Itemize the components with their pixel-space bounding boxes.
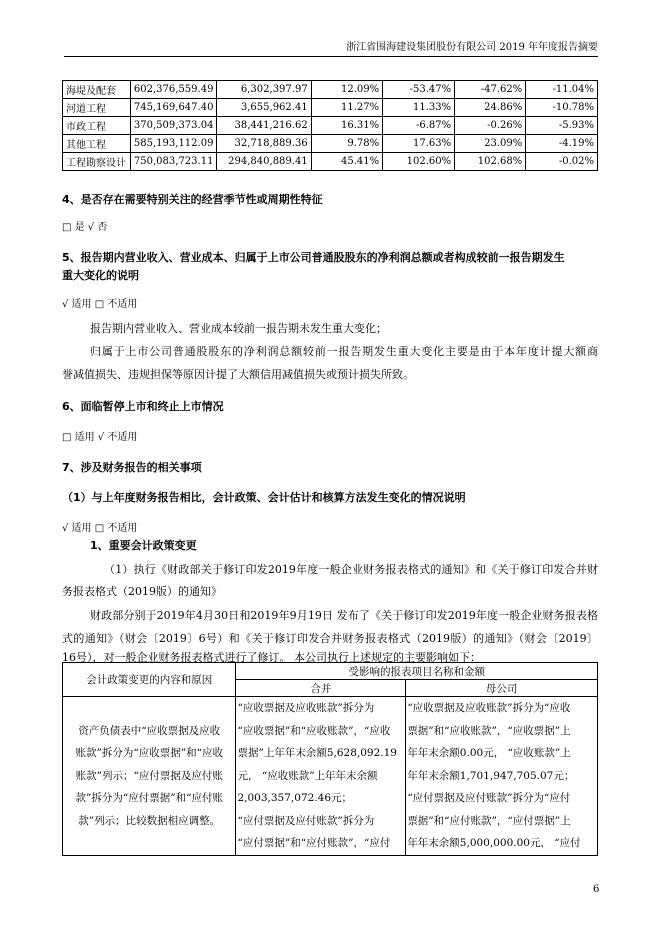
table-cell: 745,169,647.40	[130, 99, 217, 117]
cell-text-line: 账款”列示；“应付票据及应付账	[75, 769, 223, 782]
section-5-para1: 报告期内营业收入、营业成本较前一报告期未发生重大变化；	[90, 322, 387, 335]
page-number: 6	[593, 884, 600, 895]
policy-left-cell	[63, 697, 236, 856]
section-7-title: 7、涉及财务报告的相关事项	[62, 461, 202, 474]
cell-text-line: 款”拆分为“应付票据”和“应付账	[75, 792, 223, 804]
cell-text-line: 年年末余额1,701,947,705.07元；	[407, 769, 575, 782]
policy-header-right: 受影响的报表项目名称和金额	[236, 663, 598, 680]
section-7-option: √ 适用 □ 不适用	[62, 523, 138, 534]
table-row	[63, 99, 598, 117]
section-4-title: 4、是否存在需要特别关注的经营季节性或周期性特征	[62, 193, 323, 206]
table-cell: 38,441,216.62	[217, 117, 311, 135]
table-cell: 23.09%	[455, 135, 526, 153]
section-7-para2-line1: 财政部分别于2019年4月30日和2019年9月19日 发布了《关于修订印发2019年度一般企业财务报表格	[90, 609, 598, 622]
table-cell: 3,655,962.41	[217, 99, 311, 117]
table-cell: 102.68%	[455, 153, 526, 171]
table-cell: -47.62%	[455, 81, 526, 99]
table-cell: -11.04%	[526, 81, 598, 99]
table-cell: 102.60%	[383, 153, 455, 171]
section-7-item1-title: 1、重要会计政策变更	[90, 539, 197, 552]
table-cell: 6,302,397.97	[217, 81, 311, 99]
cell-text-line: “应收票据”和“应收账款”，“应收	[237, 724, 391, 737]
cell-text-line: 元， “应收账款”上年年末余额	[237, 769, 378, 782]
table-cell: 370,509,373.04	[130, 117, 217, 135]
policy-col-parent: 母公司	[406, 680, 598, 697]
table-cell: -5.93%	[526, 117, 598, 135]
cell-text-line: “应付票据及应付账款”拆分为“应付	[407, 792, 571, 804]
table-cell: 12.09%	[311, 81, 382, 99]
table-cell: 602,376,559.49	[130, 81, 217, 99]
page-header: 浙江省围海建设集团股份有限公司 2019 年年度报告摘要	[64, 38, 598, 57]
policy-right-cell	[406, 697, 598, 856]
section-7-para2-line3: 16号），对一般企业财务报表格式进行了修订。 本公司执行上述规定的主要影响如下：	[62, 651, 481, 664]
section-7-para1-line2: 务报表格式（2019版）的通知》	[62, 585, 222, 598]
cell-text-line: “应收票据及应收账款”拆分为“应收	[407, 702, 571, 714]
section-5-para2-line1: 归属于上市公司普通股股东的净利润总额较前一报告期发生重大变化主要是由于本年度计提大额商	[90, 345, 598, 358]
cell-text-line: 票据”和“应付账款”，“应付票据”上	[407, 814, 571, 827]
policy-header-left: 会计政策变更的内容和原因	[63, 663, 236, 697]
table-cell: -4.19%	[526, 135, 598, 153]
table-cell: -53.47%	[383, 81, 455, 99]
table-cell: 750,083,723.11	[130, 153, 217, 171]
table-cell: 32,718,889.36	[217, 135, 311, 153]
policy-col-consolidated: 合并	[236, 680, 406, 697]
section-5-option: √ 适用 □ 不适用	[62, 299, 138, 310]
section-5-para2-line2: 誉减值损失、违规担保等原因计提了大额信用减值损失或预计损失所致。	[62, 368, 414, 381]
table-row	[63, 153, 598, 171]
table-cell: 11.33%	[383, 99, 455, 117]
table-cell: 45.41%	[311, 153, 382, 171]
section-4-option: □ 是 √ 否	[62, 222, 108, 233]
table-cell: 24.86%	[455, 99, 526, 117]
table-cell: 16.31%	[311, 117, 382, 135]
section-6-title: 6、面临暂停上市和终止上市情况	[62, 400, 224, 413]
cell-text-line: 年年末余额0.00元， “应收账款”上	[407, 747, 571, 759]
table-row	[63, 135, 598, 153]
cell-text-line: “应收票据及应收账款”拆分为	[237, 702, 375, 714]
cell-text-line: 账款”拆分为“应收票据”和“应收	[75, 747, 223, 759]
section-5-title-line2: 重大变化的说明	[62, 269, 139, 282]
section-6-option: □ 适用 √ 不适用	[62, 432, 138, 443]
cell-text-line: 资产负债表中“应收票据及应收	[78, 724, 221, 737]
table-cell: 工程勘察设计	[63, 153, 131, 171]
table-row	[63, 117, 598, 135]
section-7-para1-line1: （1）执行《财政部关于修订印发2019年度一般企业财务报表格式的通知》和《关于修订印发合并财	[104, 563, 598, 576]
segment-table	[62, 80, 598, 171]
table-cell: 海堤及配套	[63, 81, 131, 99]
table-cell: 17.63%	[383, 135, 455, 153]
cell-text-line: 2,003,357,072.46元；	[237, 792, 352, 804]
cell-text-line: “应付票据及应付账款”拆分为	[237, 814, 375, 827]
section-7-para2-line2: 式的通知》（财会〔2019〕6号）和《关于修订印发合并财务报表格式（2019版）的通知》（财会〔2019〕	[62, 632, 598, 645]
table-cell: 市政工程	[63, 117, 131, 135]
section-5-title-line1: 5、报告期内营业收入、营业成本、归属于上市公司普通股股东的净利润总额或者构成较前一报告期发生	[62, 251, 565, 264]
table-cell: -10.78%	[526, 99, 598, 117]
policy-change-table	[62, 662, 598, 856]
table-cell: -0.02%	[526, 153, 598, 171]
table-cell: 河道工程	[63, 99, 131, 117]
table-cell: 11.27%	[311, 99, 382, 117]
table-cell: -6.87%	[383, 117, 455, 135]
cell-text-line: 票据”上年年末余额5,628,092.19	[237, 747, 397, 759]
table-cell: 其他工程	[63, 135, 131, 153]
table-row	[63, 81, 598, 99]
cell-text-line: 年年末余额5,000,000.00元， “应付	[407, 837, 581, 849]
table-cell: 585,193,112.09	[130, 135, 217, 153]
table-cell: -0.26%	[455, 117, 526, 135]
table-cell: 294,840,889.41	[217, 153, 311, 171]
policy-mid-cell	[236, 697, 406, 856]
section-7-sub1-title: （1）与上年度财务报告相比，会计政策、会计估计和核算方法发生变化的情况说明	[62, 491, 466, 504]
cell-text-line: 款”列示；比较数据相应调整。	[78, 814, 221, 827]
cell-text-line: “应付票据”和“应付账款”，“应付	[237, 837, 391, 849]
table-cell: 9.78%	[311, 135, 382, 153]
cell-text-line: 票据”和“应收账款”，“应收票据”上	[407, 724, 571, 737]
